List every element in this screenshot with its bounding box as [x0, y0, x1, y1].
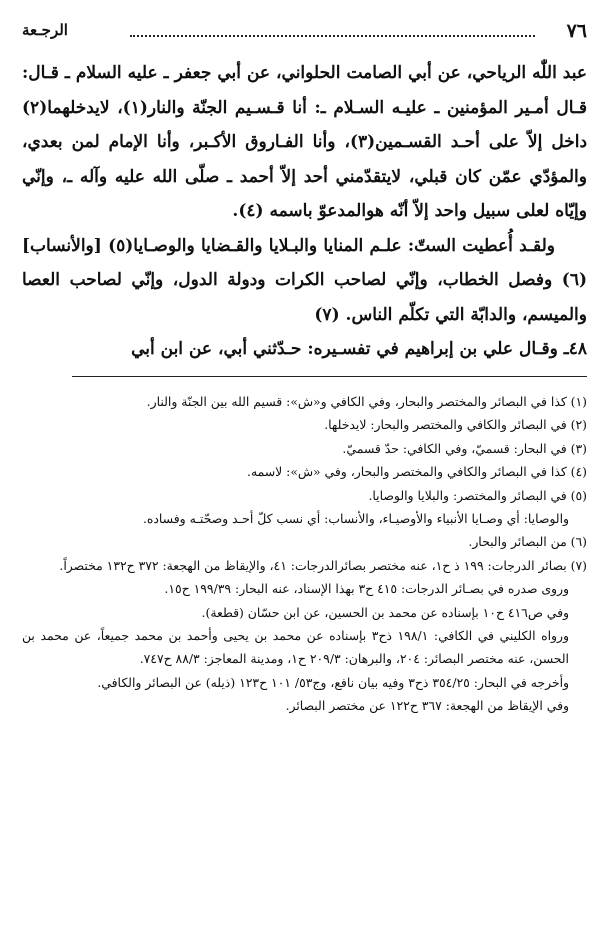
- footnote-continuation: وروى صدره في بصـائر الدرجات: ٤١٥ ح٣ بهذا الإسناد، عنه البحار: ١٩٩/٣٩ ح١٥.: [164, 581, 569, 597]
- footnote: (٣) في البحار: قسميّ، وفي الكافي: حدّ قسميّ.: [342, 440, 587, 456]
- main-text: [22, 56, 587, 367]
- footnote-continuation: وفي ص٤١٦ ح١٠ بإسناده عن محمد بن الحسين، عن ابن حسّان (قطعة).: [201, 604, 569, 620]
- main-paragraph-hadith-48: ٤٨ـ وقـال علي بن إبراهيم في تفسـيره: حـدّثني أبي، عن ابن أبي: [131, 339, 587, 359]
- footnote-continuation: ورواه الكليني في الكافي: ١٩٨/١ ذح٣ بإسناده عن محمد بن يحيى وأحمد بن محمد جميعاً، عن محمد بن الحسن، عنه مختصر البصائر: ٢٠٤، والبرهان: ٢٠٩/٣ ح١، ومدينة المعاجز: ٨٨/٣ ح٧٤٧.: [22, 628, 569, 667]
- running-title: الرجـعة: [22, 21, 68, 39]
- footnote: (٧) بصائر الدرجات: ١٩٩ ذ ح١، عنه مختصر بصائرالدرجات: ٤١، والإيقاظ من الهجعة: ٣٧٢ ح١٣٢ مختصراً.: [59, 557, 587, 573]
- footnote-continuation: والوصايا: أي وصـايا الأنبياء والأوصيـاء، والأنساب: أي نسب كلّ أحـد وصحّتـه وفساده.: [142, 511, 569, 527]
- footnote: (٥) في البصائر والمختصر: والبلايا والوصايا.: [368, 487, 587, 503]
- footnote: (٢) في البصائر والكافي والمختصر والبحار: لايدخلها.: [324, 417, 587, 433]
- page-header: [22, 20, 587, 46]
- footnotes: [22, 390, 587, 718]
- footnote-continuation: وأخرجه في البحار: ٣٥٤/٢٥ ذح٣ وفيه بيان نافع، وج٥٣/ ١٠١ ح١٢٣ (ذيله) عن البصائر والكافي.: [97, 674, 569, 690]
- header-dotted-leader: [130, 35, 535, 37]
- main-paragraph: ولقـد أُعطيت الستّ: علـم المنايا والبـلايا والقـضايا والوصـايا(٥) [والأنساب](٦) وفصل الخطاب، وإنّي لصاحب الكرات ودولة الدول، وإنّي لصاحب العصا والميسم، والدابّة التي تكلّم الناس. (٧): [22, 235, 587, 325]
- main-paragraph: عبد اللّٰه الرياحي، عن أبي الصامت الحلواني، عن أبي جعفر ـ عليه السلام ـ قـال: قـال أمـير المؤمنين ـ عليـه السـلام ـ: أنا قـسـيم الجنّة والنار(١)، لايدخلهما(٢) داخل إلاّ على أحـد القسـمين(٣)، وأنا الفـاروق الأكـبر، وأنا الإمام لمن بعدي، والمؤدّي عمّن كان قبلي، لايتقدّمني أحد إلاّ أحمد ـ صلّى الله عليه وآله ـ، وإنّي وإيّاه لعلى سبيل واحد إلاّ أنّه هوالمدعوّ باسمه (٤).: [22, 63, 588, 221]
- footnote-continuation: وفي الإيقاظ من الهجعة: ٣٦٧ ح١٢٢ عن مختصر البصائر.: [285, 698, 569, 714]
- footnote: (٤) كذا في البصائر والكافي والمختصر والبحار، وفي «ش»: لاسمه.: [247, 464, 587, 480]
- footnote-separator: [72, 376, 587, 377]
- footnote: (١) كذا في البصائر والمختصر والبحار، وفي الكافي و«ش»: قسيم الله بين الجنّة والنار.: [146, 394, 587, 409]
- page-number: ٧٦: [566, 20, 587, 42]
- footnote: (٦) من البصائر والبحار.: [468, 534, 587, 550]
